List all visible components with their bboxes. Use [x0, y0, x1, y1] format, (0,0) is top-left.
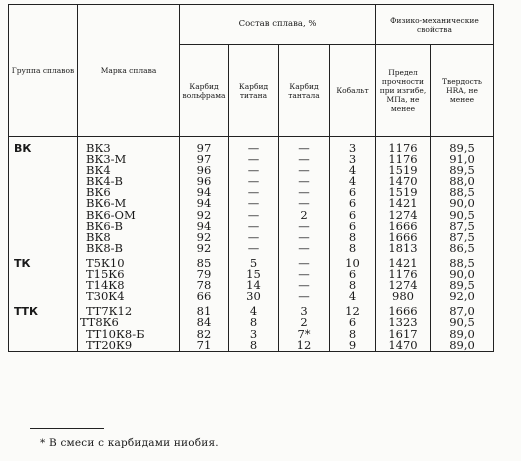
- cell-tic: —: [229, 187, 279, 198]
- cell-strength: 1666: [376, 302, 431, 317]
- cell-grade: ТТ10К8-Б: [78, 329, 180, 340]
- cell-strength: 1323: [376, 317, 431, 328]
- cell-co: 3: [330, 137, 376, 155]
- cell-strength: 1274: [376, 210, 431, 221]
- cell-grade: ВК3-М: [78, 154, 180, 165]
- header-wc: Карбид вольфрама: [180, 45, 229, 137]
- cell-tac: 2: [279, 210, 330, 221]
- table-body: [9, 137, 494, 352]
- cell-tic: —: [229, 154, 279, 165]
- cell-group: [9, 176, 78, 187]
- cell-co: 10: [330, 254, 376, 269]
- header-strength: Предел прочности при изгибе, МПа, не менее: [376, 45, 431, 137]
- cell-tac: —: [279, 291, 330, 302]
- cell-tic: 3: [229, 329, 279, 340]
- cell-hardness: 89,5: [431, 165, 494, 176]
- cell-hardness: 88,5: [431, 254, 494, 269]
- cell-wc: 94: [180, 187, 229, 198]
- cell-grade: Т30К4: [78, 291, 180, 302]
- cell-grade: ВК4: [78, 165, 180, 176]
- cell-co: 12: [330, 302, 376, 317]
- cell-wc: 81: [180, 302, 229, 317]
- cell-wc: 71: [180, 340, 229, 352]
- cell-co: 4: [330, 291, 376, 302]
- cell-group: [9, 221, 78, 232]
- cell-strength: 1274: [376, 280, 431, 291]
- header-tic: Карбид титана: [229, 45, 279, 137]
- cell-group: [9, 232, 78, 243]
- cell-grade: ВК6: [78, 187, 180, 198]
- cell-hardness: 90,5: [431, 317, 494, 328]
- cell-wc: 66: [180, 291, 229, 302]
- footnote: * В смеси с карбидами ниобия.: [40, 437, 219, 449]
- cell-grade: ВК8-В: [78, 243, 180, 254]
- cell-co: 8: [330, 280, 376, 291]
- cell-co: 6: [330, 210, 376, 221]
- cell-wc: 94: [180, 221, 229, 232]
- cell-strength: 1470: [376, 340, 431, 352]
- cell-hardness: 90,0: [431, 269, 494, 280]
- cell-tic: —: [229, 176, 279, 187]
- cell-wc: 96: [180, 176, 229, 187]
- cell-group: [9, 243, 78, 254]
- cell-co: 6: [330, 187, 376, 198]
- header-hardness: Твердость HRA, не менее: [431, 45, 494, 137]
- cell-grade: Т5К10: [78, 254, 180, 269]
- cell-grade: Т14К8: [78, 280, 180, 291]
- cell-grade: ТТ7К12: [78, 302, 180, 317]
- cell-wc: 92: [180, 210, 229, 221]
- cell-co: 8: [330, 243, 376, 254]
- cell-tic: 15: [229, 269, 279, 280]
- cell-tic: —: [229, 243, 279, 254]
- cell-hardness: 89,5: [431, 280, 494, 291]
- cell-co: 4: [330, 165, 376, 176]
- cell-grade: ТТ20К9: [78, 340, 180, 352]
- cell-group: [9, 317, 78, 328]
- cell-hardness: 89,5: [431, 137, 494, 155]
- header-grade: Марка сплава: [78, 5, 180, 137]
- cell-co: 9: [330, 340, 376, 352]
- cell-group: [9, 340, 78, 352]
- cell-grade: ТТ8К6: [78, 317, 180, 328]
- cell-strength: 1421: [376, 198, 431, 209]
- cell-co: 4: [330, 176, 376, 187]
- cell-hardness: 87,5: [431, 232, 494, 243]
- cell-tac: 2: [279, 317, 330, 328]
- cell-wc: 97: [180, 137, 229, 155]
- cell-tac: —: [279, 269, 330, 280]
- cell-co: 6: [330, 221, 376, 232]
- cell-tic: —: [229, 137, 279, 155]
- cell-hardness: 92,0: [431, 291, 494, 302]
- header-group: Группа сплавов: [9, 5, 78, 137]
- cell-strength: 1176: [376, 137, 431, 155]
- cell-tac: —: [279, 243, 330, 254]
- cell-tic: 4: [229, 302, 279, 317]
- cell-tic: —: [229, 221, 279, 232]
- cell-hardness: 90,0: [431, 198, 494, 209]
- header-composition: Состав сплава, %: [180, 5, 376, 45]
- cell-co: 3: [330, 154, 376, 165]
- cell-tac: —: [279, 280, 330, 291]
- cell-hardness: 88,0: [431, 176, 494, 187]
- cell-group: [9, 269, 78, 280]
- cell-tac: 7*: [279, 329, 330, 340]
- table-row: [9, 243, 494, 254]
- cell-group: [9, 210, 78, 221]
- cell-tac: 12: [279, 340, 330, 352]
- cell-grade: ВК6-М: [78, 198, 180, 209]
- cell-hardness: 87,0: [431, 302, 494, 317]
- cell-tic: 14: [229, 280, 279, 291]
- cell-strength: 1421: [376, 254, 431, 269]
- cell-wc: 94: [180, 198, 229, 209]
- cell-group: ТК: [9, 254, 78, 269]
- cell-tic: —: [229, 210, 279, 221]
- cell-grade: Т15К6: [78, 269, 180, 280]
- cell-tic: 30: [229, 291, 279, 302]
- cell-hardness: 89,0: [431, 340, 494, 352]
- cell-co: 6: [330, 269, 376, 280]
- cell-hardness: 90,5: [431, 210, 494, 221]
- cell-wc: 97: [180, 154, 229, 165]
- cell-grade: ВК3: [78, 137, 180, 155]
- cell-co: 8: [330, 232, 376, 243]
- cell-wc: 84: [180, 317, 229, 328]
- alloy-table: [8, 4, 494, 352]
- cell-grade: ВК8: [78, 232, 180, 243]
- cell-group: ТТК: [9, 302, 78, 317]
- cell-strength: 980: [376, 291, 431, 302]
- header-properties: Физико-механические свойства: [376, 5, 494, 45]
- cell-strength: 1666: [376, 232, 431, 243]
- footnote-rule: [30, 428, 104, 429]
- cell-co: 6: [330, 317, 376, 328]
- cell-strength: 1519: [376, 165, 431, 176]
- cell-hardness: 87,5: [431, 221, 494, 232]
- cell-tic: 8: [229, 340, 279, 352]
- cell-tac: —: [279, 198, 330, 209]
- cell-tic: 5: [229, 254, 279, 269]
- cell-group: [9, 187, 78, 198]
- cell-tac: —: [279, 254, 330, 269]
- cell-tac: —: [279, 176, 330, 187]
- cell-tac: 3: [279, 302, 330, 317]
- cell-wc: 85: [180, 254, 229, 269]
- header-co: Кобальт: [330, 45, 376, 137]
- cell-group: [9, 280, 78, 291]
- cell-tic: —: [229, 165, 279, 176]
- cell-group: ВК: [9, 137, 78, 155]
- cell-grade: ВК6-ОМ: [78, 210, 180, 221]
- cell-tic: —: [229, 232, 279, 243]
- cell-wc: 96: [180, 165, 229, 176]
- cell-hardness: 91,0: [431, 154, 494, 165]
- cell-group: [9, 291, 78, 302]
- cell-co: 8: [330, 329, 376, 340]
- cell-group: [9, 165, 78, 176]
- cell-group: [9, 154, 78, 165]
- cell-co: 6: [330, 198, 376, 209]
- table-row: [9, 291, 494, 302]
- cell-tac: —: [279, 187, 330, 198]
- header-tac: Карбид тантала: [279, 45, 330, 137]
- table-row: [9, 340, 494, 352]
- cell-group: [9, 329, 78, 340]
- cell-hardness: 88,5: [431, 187, 494, 198]
- cell-wc: 78: [180, 280, 229, 291]
- cell-grade: ВК4-В: [78, 176, 180, 187]
- cell-wc: 79: [180, 269, 229, 280]
- cell-tic: —: [229, 198, 279, 209]
- cell-tac: —: [279, 137, 330, 155]
- cell-tac: —: [279, 165, 330, 176]
- cell-tac: —: [279, 154, 330, 165]
- cell-strength: 1176: [376, 269, 431, 280]
- cell-grade: ВК6-В: [78, 221, 180, 232]
- cell-strength: 1470: [376, 176, 431, 187]
- cell-hardness: 86,5: [431, 243, 494, 254]
- cell-wc: 82: [180, 329, 229, 340]
- cell-strength: 1666: [376, 221, 431, 232]
- cell-wc: 92: [180, 243, 229, 254]
- cell-group: [9, 198, 78, 209]
- cell-hardness: 89,0: [431, 329, 494, 340]
- cell-tac: —: [279, 221, 330, 232]
- cell-strength: 1176: [376, 154, 431, 165]
- cell-tic: 8: [229, 317, 279, 328]
- cell-wc: 92: [180, 232, 229, 243]
- cell-strength: 1813: [376, 243, 431, 254]
- cell-strength: 1519: [376, 187, 431, 198]
- cell-strength: 1617: [376, 329, 431, 340]
- cell-tac: —: [279, 232, 330, 243]
